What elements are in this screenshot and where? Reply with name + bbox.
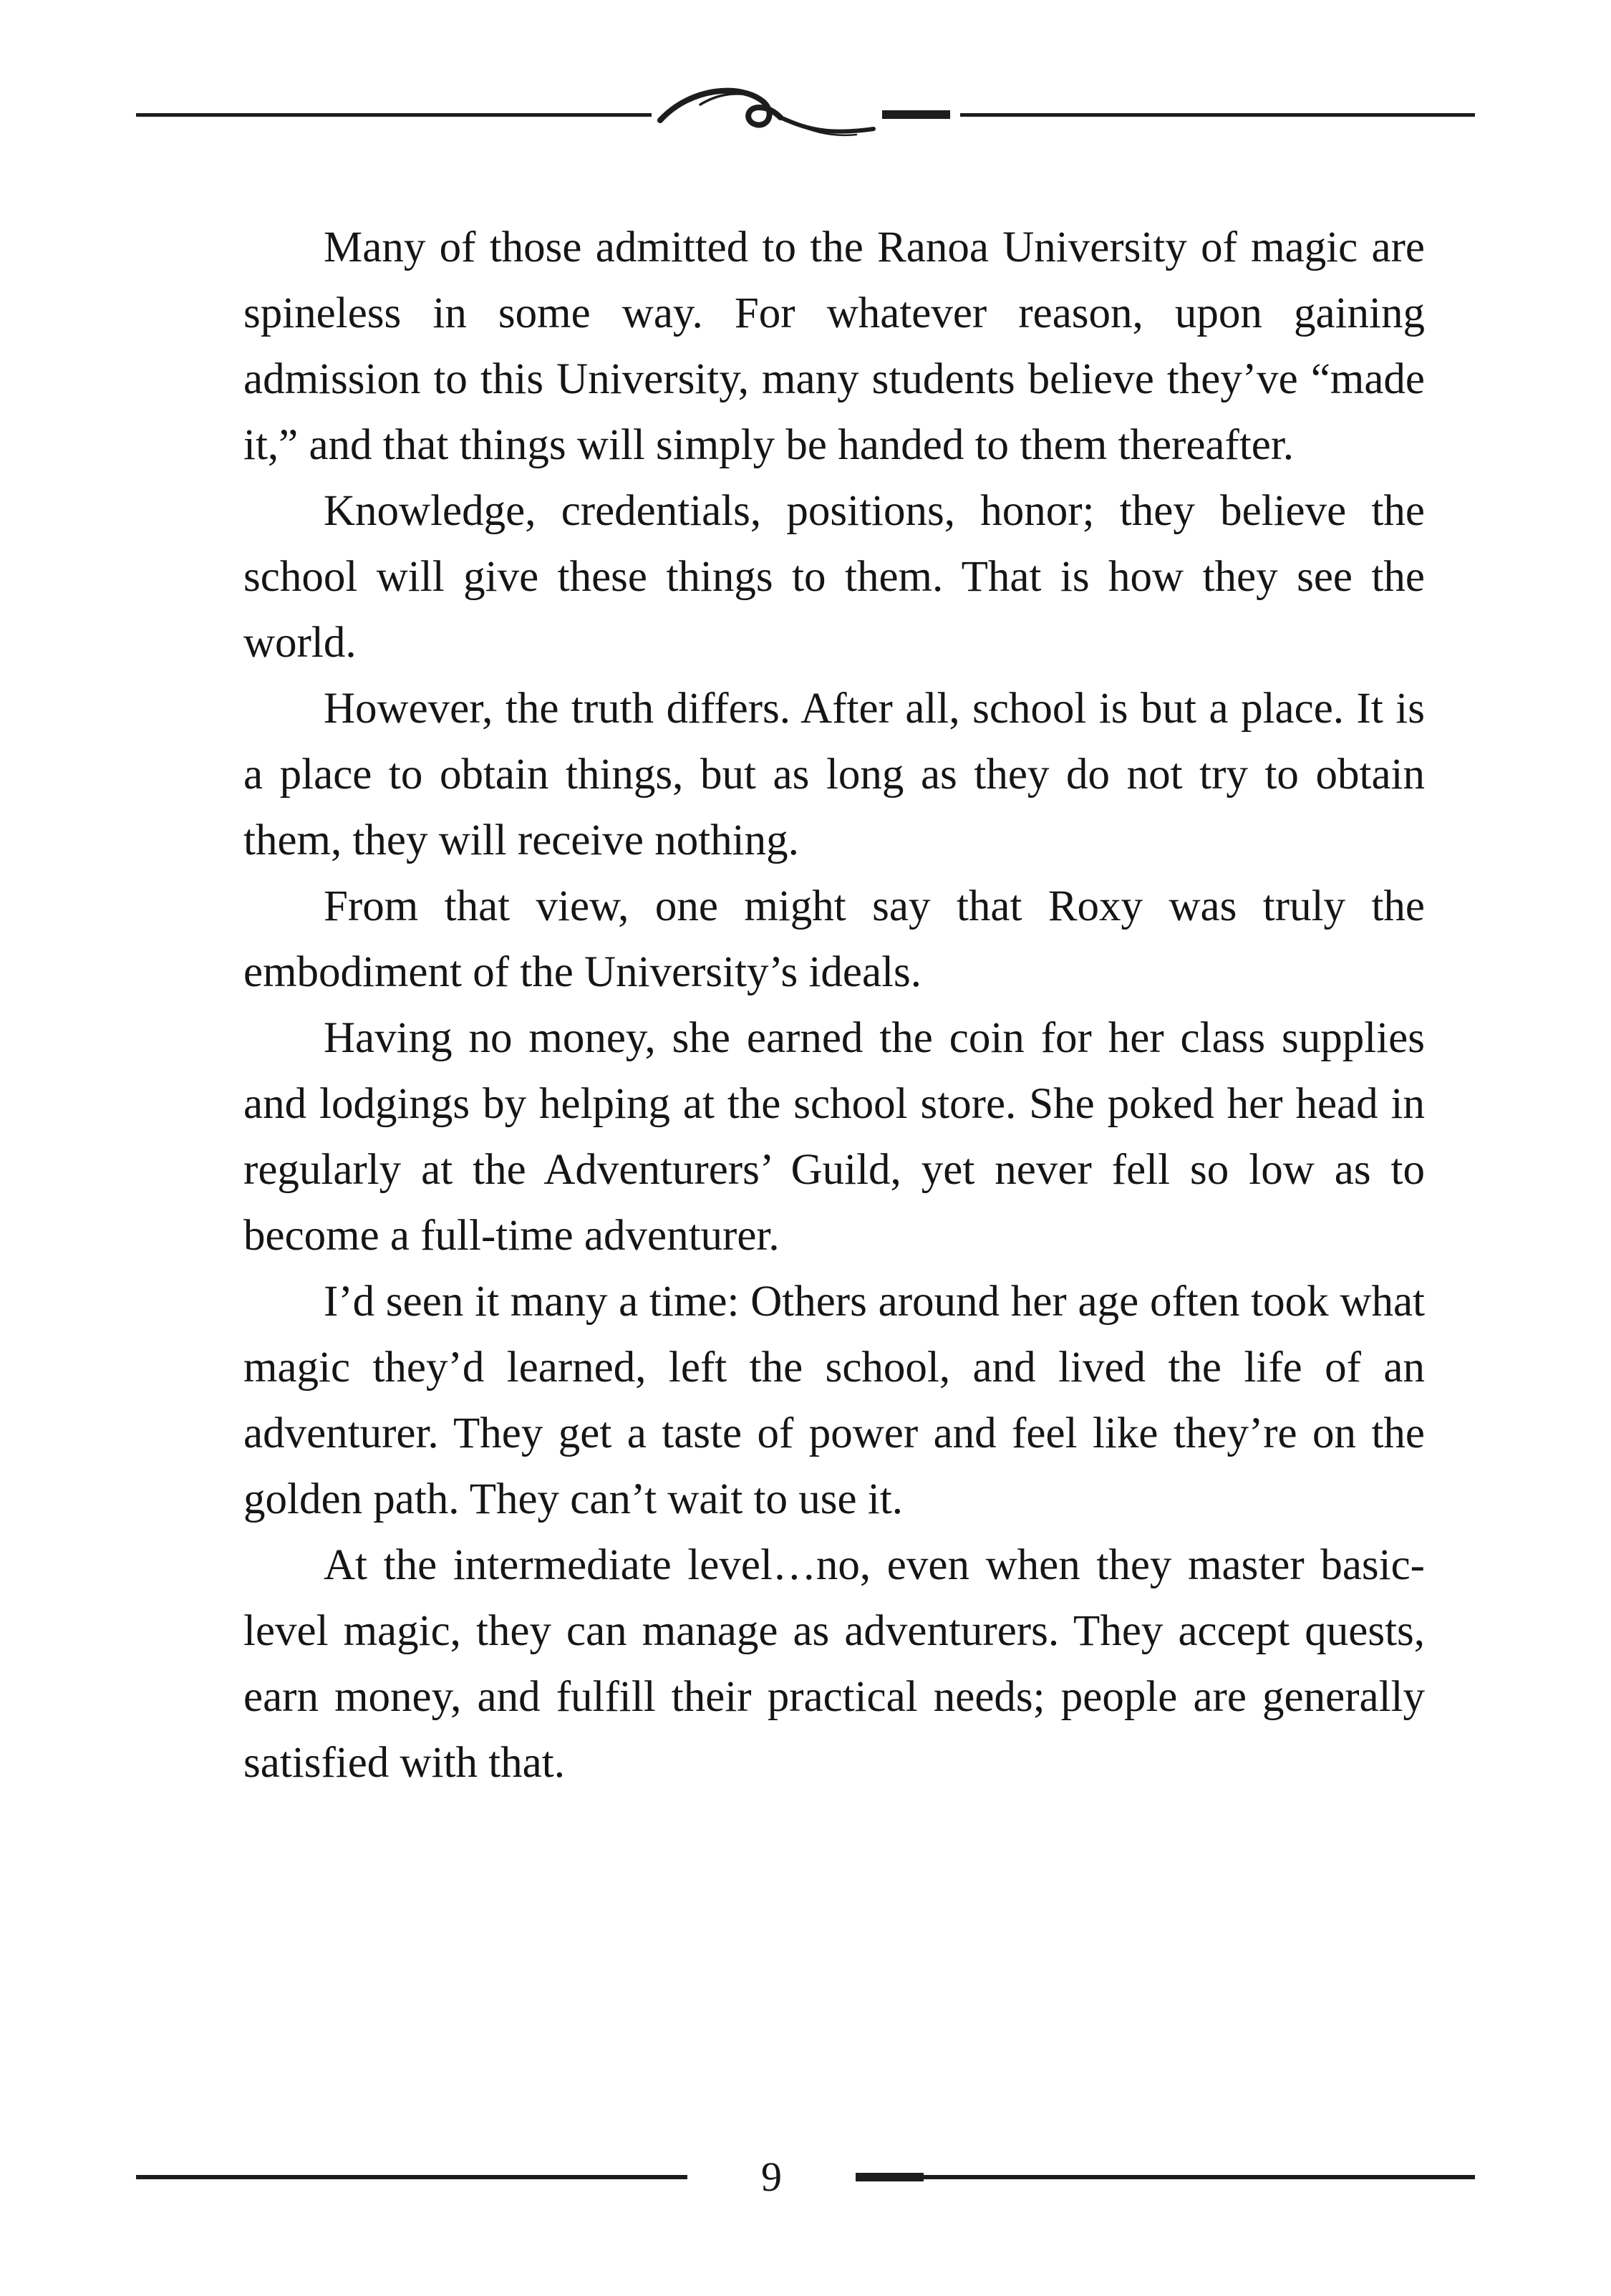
paragraph-2: Knowledge, credentials, positions, honor; they believe the school will give these things to them. That is how they see the world. [243,487,1425,667]
paragraph-3: However, the truth differs. After all, school is but a place. It is a place to obtain things, but as long as they do not try to obtain them, they will receive nothing. [243,685,1425,864]
header-rule-right [960,113,1476,117]
page-number: 9 [761,2153,782,2200]
paragraph-7: At the intermediate level…no, even when they master basic-level magic, they can manage as adventurers. They accept quests, earn money, and fulfill their practical needs; people are generally satisfied with that. [243,1541,1425,1787]
header-divider [136,75,1475,154]
footer-rule-left [136,2175,687,2179]
paragraph-6: I’d seen it many a time: Others around her age often took what magic they’d learned, left the school, and lived the life of an adventurer. They get a taste of power and feel like they’re on the golden path. They can’t wait to use it. [243,1278,1425,1523]
footer-rule-right [924,2175,1475,2179]
page-text [243,215,1425,1796]
flourish-ornament-icon [656,77,878,152]
paragraph-4: From that view, one might say that Roxy was truly the embodiment of the University’s ideals. [243,882,1425,996]
footer-rule-dash [856,2173,924,2181]
header-rule-left [136,113,652,117]
footer-divider [136,2145,1475,2209]
header-rule-dash [882,110,950,119]
paragraph-5: Having no money, she earned the coin for her class supplies and lodgings by helping at the school store. She poked her head in regularly at the Adventurers’ Guild, yet never fell so low as to become a full-time adventurer. [243,1014,1425,1260]
paragraph-1: Many of those admitted to the Ranoa University of magic are spineless in some way. For whatever reason, upon gaining admission to this University, many students believe they’ve “made it,” and that things will simply be handed to them thereafter. [243,223,1425,469]
